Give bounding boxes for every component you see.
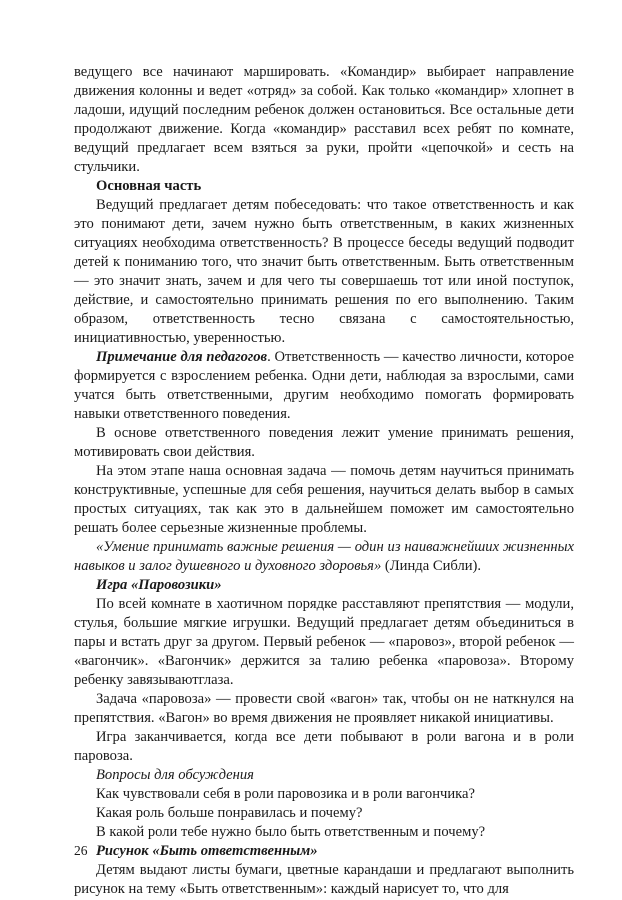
note-label: Примечание для педагогов	[96, 349, 268, 365]
basis-paragraph: В основе ответственного поведения лежит умение принимать решения, мотивировать свои действия.	[74, 425, 574, 460]
note-text: . Ответственность — качество личности, которое формируется с взрослением ребенка. Одни дети, наблюдая за взрослыми, сами учатся быть ответственными, другим необходимо помогать формировать навыки ответственного поведения.	[74, 349, 574, 422]
game-paragraph-2: Задача «паровоза» — провести свой «вагон» так, чтобы он не наткнулся на препятствия. «Вагон» во время движения не проявляет никакой инициативы.	[74, 691, 574, 726]
drawing-heading: Рисунок «Быть ответственным»	[96, 843, 318, 859]
section-heading-main: Основная часть	[96, 178, 202, 194]
continuation-paragraph: ведущего все начинают маршировать. «Командир» выбирает направление движения колонны и ведет «отряд» за собой. Как только «командир» хлопнет в ладоши, идущий последним ребенок должен остановиться. Все остальные дети продолжают движение. Когда «командир» расставил всех ребят по комнате, ведущий предлагает всем взяться за руки, пройти «цепочкой» и сесть на стульчики.	[74, 64, 574, 175]
note-paragraph	[74, 348, 574, 424]
quote-text: «Умение принимать важные решения — один из наиважнейших жизненных навыков и залог душевного и духовного здоровья»	[74, 539, 574, 574]
questions-heading: Вопросы для обсуждения	[96, 767, 254, 783]
game-paragraph-3: Игра заканчивается, когда все дети побывают в роли вагона и в роли паровоза.	[74, 729, 574, 764]
quote-paragraph	[74, 538, 574, 576]
task-paragraph: На этом этапе наша основная задача — помочь детям научиться принимать конструктивные, успешные для себя решения, научиться делать выбор в самых простых ситуациях, так как это в дальнейшем поможет им самостоятельно решать более серьезные жизненные проблемы.	[74, 463, 574, 536]
question-item: В какой роли тебе нужно было быть ответственным и почему?	[96, 824, 486, 840]
question-item: Как чувствовали себя в роли паровозика и в роли вагончика?	[96, 786, 475, 802]
game-heading: Игра «Паровозики»	[96, 577, 222, 593]
quote-author: (Линда Сибли).	[381, 558, 482, 574]
page-number: 26	[74, 843, 88, 858]
question-item: Какая роль больше понравилась и почему?	[96, 805, 363, 821]
game-paragraph-1: По всей комнате в хаотичном порядке расставляют препятствия — модули, стулья, большие мягкие игрушки. Ведущий предлагает детям объединиться в пары и встать друг за другом. Первый ребенок — «паровоз», второй ребенок — «вагончик». «Вагончик» держится за талию ребенка «паровоза». Второму ребенку завязываютглаза.	[74, 596, 574, 688]
drawing-paragraph: Детям выдают листы бумаги, цветные карандаши и предлагают выполнить рисунок на тему «Быть ответственным»: каждый нарисует то, что для	[74, 862, 574, 897]
main-paragraph: Ведущий предлагает детям побеседовать: что такое ответственность и как это понимают дети, зачем нужно быть ответственным, в каких жизненных ситуациях необходима ответственность? В процессе беседы ведущий подводит детей к пониманию того, что значит быть ответственным. Быть ответственным — это значит знать, зачем и для чего ты совершаешь тот или иной поступок, действие, и самостоятельно принимать решения по его выполнению. Таким образом, ответственность тесно связана с самостоятельностью, инициативностью, уверенностью.	[74, 197, 574, 346]
page-text	[74, 63, 574, 899]
